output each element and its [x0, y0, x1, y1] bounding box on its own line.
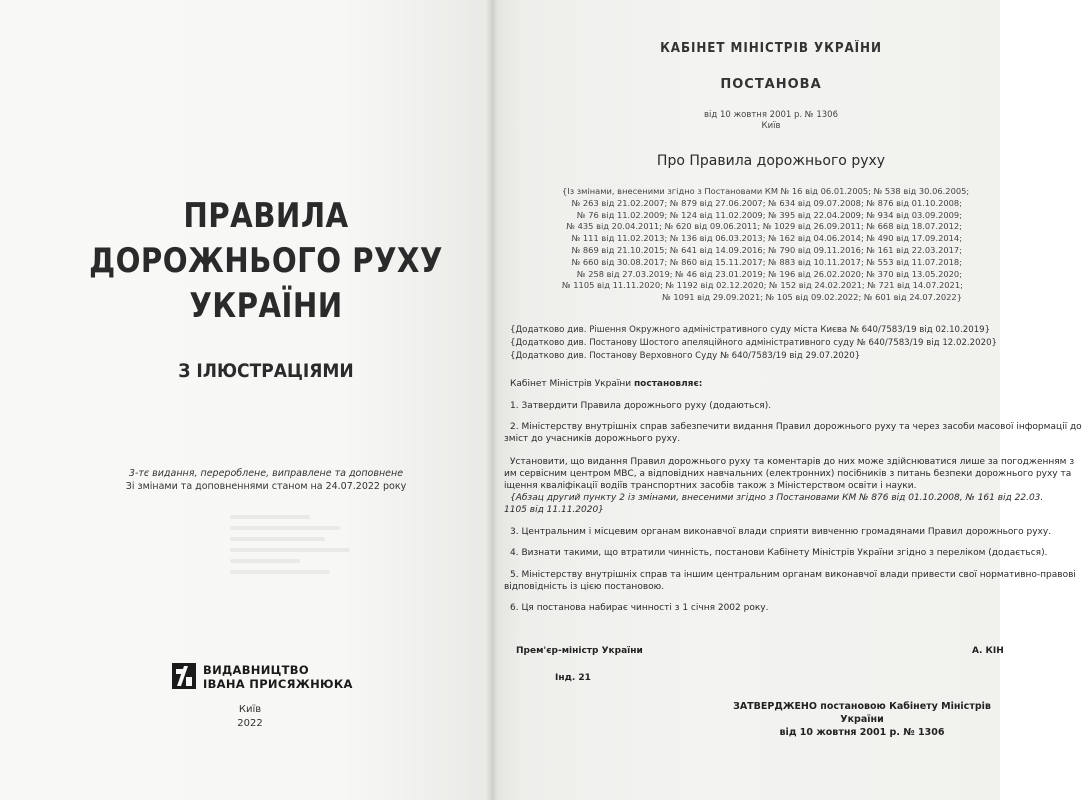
decree-intro-text: Кабінет Міністрів України — [510, 379, 634, 389]
imprint-year: 2022 — [237, 718, 263, 729]
amendment-line: № 1105 від 11.11.2020; № 1192 від 02.12.2020; № 152 від 24.02.2021; № 721 від 14.07.2021; — [562, 280, 963, 291]
item-5-line: 5. Міністерству внутрішніх справ та іншим центральним органам виконавчої влади привести свої нормативно-правові — [510, 570, 1076, 580]
book-title — [72, 194, 461, 329]
item-6 — [504, 602, 1000, 614]
issuer-heading: КАБІНЕТ МІНІСТРІВ УКРАЇНИ — [660, 41, 882, 56]
item-1 — [504, 400, 1000, 412]
decree-verb: постановляє: — [633, 379, 703, 389]
amendment-line: № 111 від 11.02.2013; № 136 від 06.03.2013; № 162 від 04.06.2014; № 490 від 17.09.2014; — [571, 233, 962, 244]
item-5 — [504, 569, 1076, 593]
book-spine-shadow — [486, 0, 498, 800]
edition-line-1: 3-тє видання, перероблене, виправлене та доповнене — [128, 468, 404, 479]
publisher-line-1: ВИДАВНИЦТВО — [203, 663, 309, 677]
index-number: Інд. 21 — [555, 673, 591, 683]
edition-line-2: Зі змінами та доповненнями станом на 24.07.2022 року — [125, 481, 407, 492]
additional-reference: {Додатково див. Рішення Окружного адміністративного суду міста Києва № 640/7583/19 від 02.10.2019} — [510, 325, 991, 335]
document-date: від 10 жовтня 2001 р. № 1306 — [704, 110, 838, 120]
amendment-line: № 1091 від 29.09.2021; № 105 від 09.02.2022; № 601 від 24.07.2022} — [662, 292, 962, 303]
item-3-text: 3. Центральним і місцевим органам виконавчої влади сприяти вивченню громадянами Правил дорожнього руху. — [510, 527, 1052, 537]
signature-name: А. КІН — [972, 646, 1004, 656]
left-page — [0, 0, 492, 800]
item-3 — [504, 526, 1052, 538]
additional-references — [510, 324, 997, 363]
publisher-line-2: ІВАНА ПРИСЯЖНЮКА — [203, 677, 353, 691]
item-4 — [504, 547, 1048, 559]
document-date-block — [572, 110, 970, 132]
title-line-1: ПРАВИЛА — [183, 196, 349, 236]
imprint-city: Київ — [238, 704, 262, 715]
item-2b-line: іщення кваліфікації водіїв транспортних засобів також з Міністерством освіти і науки. — [504, 481, 917, 491]
edition-info — [40, 467, 492, 493]
item-4-text: 4. Визнати такими, що втратили чинність, постанови Кабінету Міністрів України згідно з переліком (додається). — [510, 548, 1048, 558]
item-2b-note-line: 1105 від 11.11.2020} — [504, 505, 604, 515]
publisher-logo-icon — [172, 663, 196, 689]
bleed-through-text — [230, 515, 350, 581]
item-6-text: 6. Ця постанова набирає чинності з 1 січня 2002 року. — [510, 603, 769, 613]
amendment-line: № 869 від 21.10.2015; № 641 від 14.09.2016; № 790 від 09.11.2016; № 161 від 22.03.2017; — [571, 244, 962, 255]
item-2-line: 2. Міністерству внутрішніх справ забезпечити видання Правил дорожнього руху та через засоби масової інформації до — [510, 422, 1082, 432]
document-place: Київ — [761, 121, 781, 131]
item-2-line: зміст до учасників дорожнього руху. — [504, 434, 681, 444]
signature-title: Прем'єр-міністр України — [516, 646, 643, 656]
book-subtitle: З ІЛЮСТРАЦІЯМИ — [178, 360, 354, 382]
amendment-line: № 263 від 21.02.2007; № 879 від 27.06.2007; № 634 від 09.07.2008; № 876 від 01.10.2008; — [571, 197, 962, 208]
approval-line-1: ЗАТВЕРДЖЕНО постановою Кабінету Міністрів України — [733, 701, 991, 725]
amendments-list — [562, 186, 970, 304]
additional-reference: {Додатково див. Постанову Шостого апеляційного адміністративного суду № 640/7583/19 від 12.02.2020} — [510, 338, 998, 348]
amendment-line: № 660 від 30.08.2017; № 860 від 15.11.2017; № 883 від 10.11.2017; № 553 від 11.07.2018; — [571, 256, 962, 267]
amendment-line: {Із змінами, внесеними згідно з Постановами КМ № 16 від 06.01.2005; № 538 від 30.06.2005; — [562, 186, 970, 196]
amendment-line: № 76 від 11.02.2009; № 124 від 11.02.2009; № 395 від 22.04.2009; № 934 від 03.09.2009; — [576, 209, 962, 220]
item-2-paragraph-2 — [504, 456, 1075, 516]
item-1-text: 1. Затвердити Правила дорожнього руху (додаються). — [510, 401, 772, 411]
item-2b-note-line: {Абзац другий пункту 2 із змінами, внесеними згідно з Постановами КМ № 876 від 01.10.2008, № 161 від 22.03. — [510, 493, 1044, 503]
item-2 — [504, 421, 1082, 445]
approval-line-2: від 10 жовтня 2001 р. № 1306 — [779, 727, 945, 738]
document-heading: Про Правила дорожнього руху — [656, 153, 886, 169]
title-line-2: ДОРОЖНЬОГО РУХУ — [89, 241, 443, 281]
approval-stamp — [732, 700, 992, 739]
document-type: ПОСТАНОВА — [720, 77, 822, 92]
resolution-document — [492, 0, 1082, 800]
title-line-3: УКРАЇНИ — [189, 286, 343, 326]
right-page — [492, 0, 1082, 800]
item-2b-line: Установити, що видання Правил дорожнього руху та коментарів до них може здійснюватися лише за погодженням з — [510, 457, 1075, 467]
additional-reference: {Додатково див. Постанову Верховного Суду № 640/7583/19 від 29.07.2020} — [510, 351, 861, 361]
amendment-line: № 258 від 27.03.2019; № 46 від 23.01.2019; № 196 від 26.02.2020; № 370 від 13.05.2020; — [576, 268, 962, 279]
publisher-name — [203, 663, 353, 691]
imprint — [200, 703, 300, 731]
amendment-line: № 435 від 20.04.2011; № 620 від 09.06.2011; № 1029 від 26.09.2011; № 668 від 18.07.2012; — [566, 221, 962, 232]
decree-intro — [504, 378, 1000, 390]
item-5-line: відповідність із цією постановою. — [504, 582, 665, 592]
item-2b-line: им сервісним центром МВС, а відповідних навчальних (електронних) посібників з питань безпеки дорожнього руху та — [504, 469, 1072, 479]
